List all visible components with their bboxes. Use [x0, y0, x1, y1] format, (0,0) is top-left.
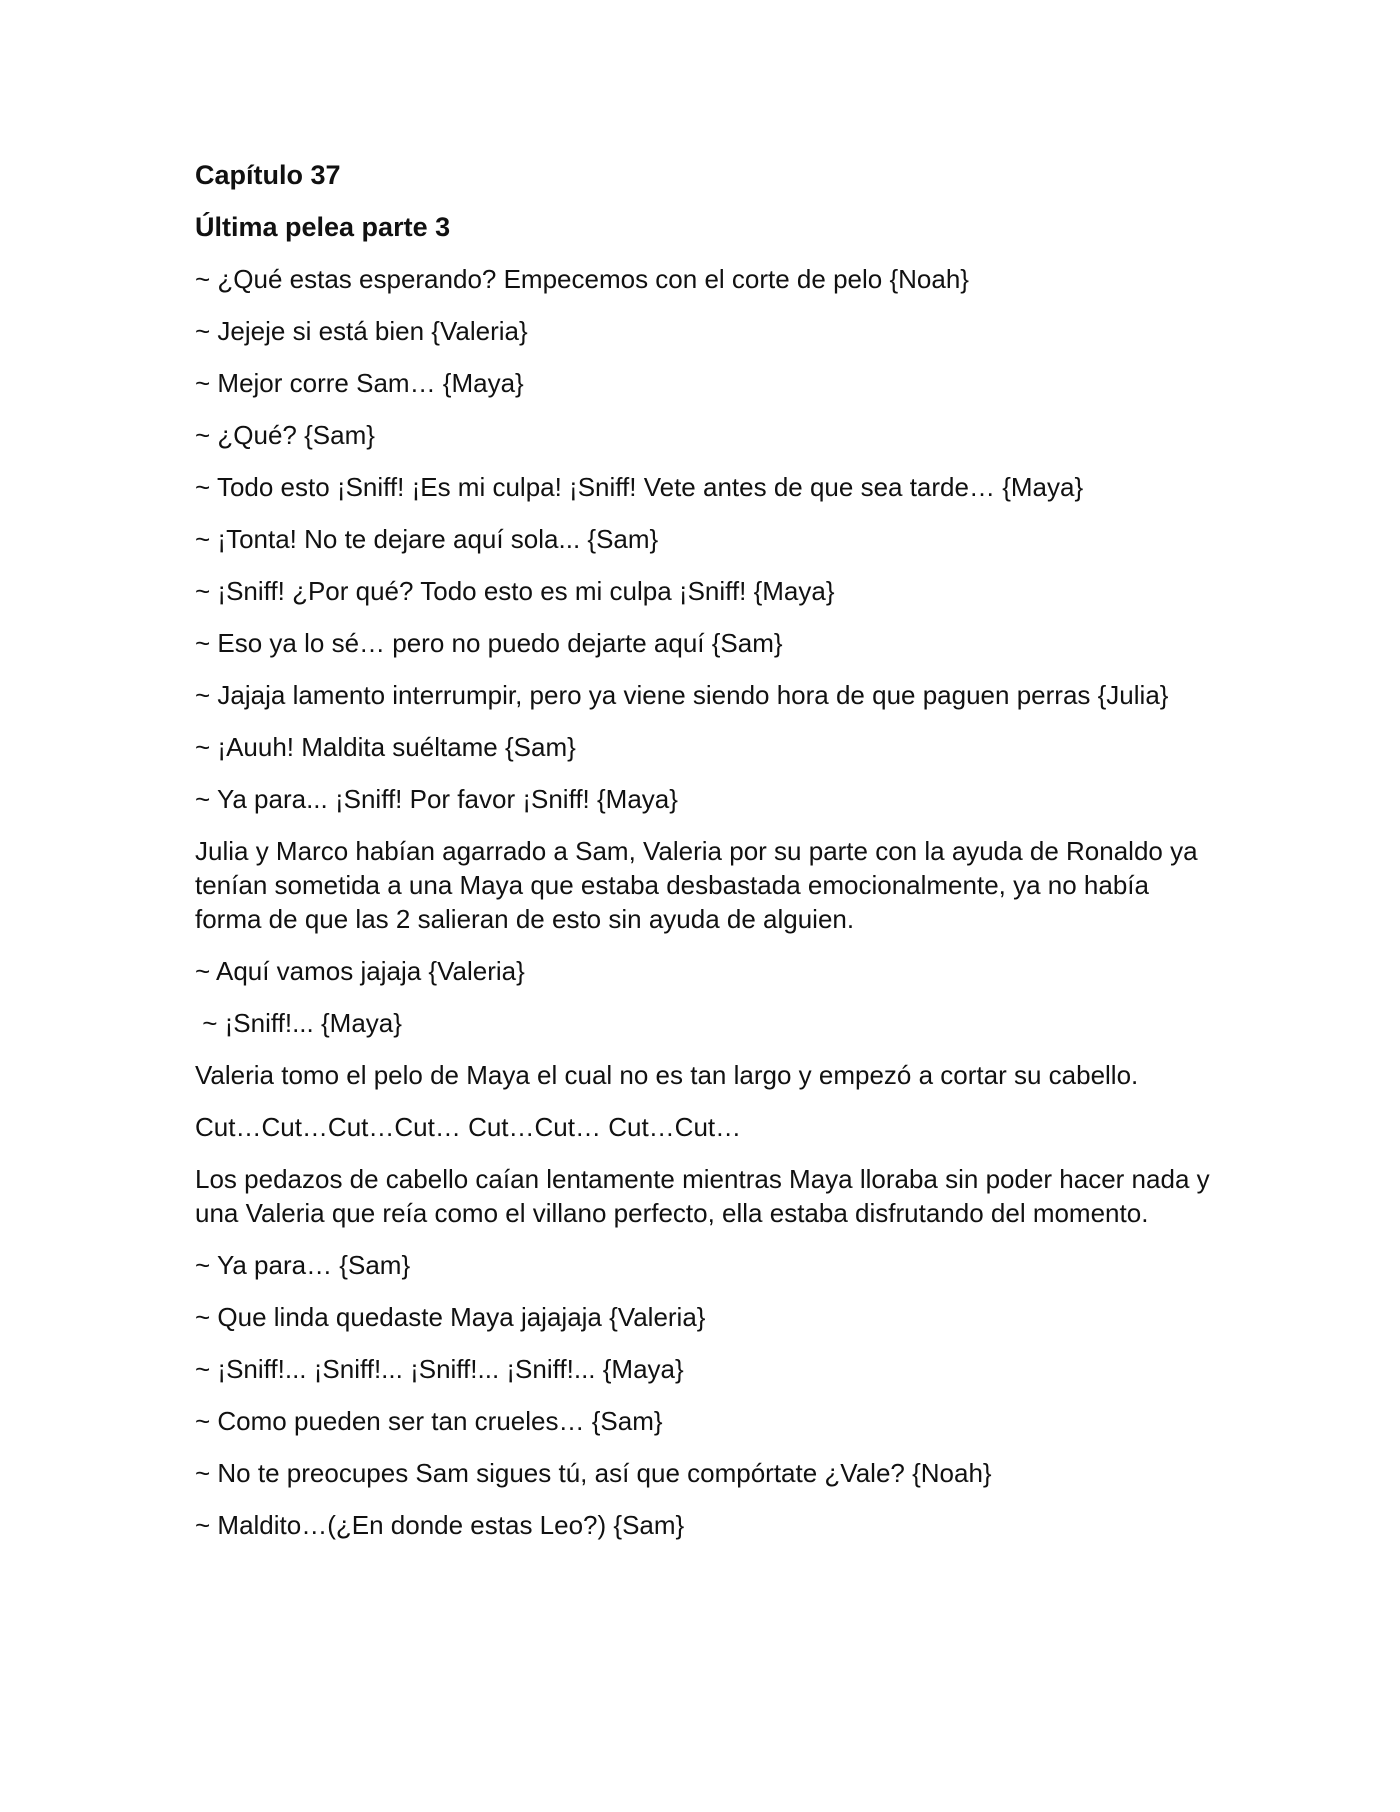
sound-effect-line: Cut…Cut…Cut…Cut… Cut…Cut… Cut…Cut…	[195, 1112, 742, 1142]
dialogue-line: ~ Aquí vamos jajaja {Valeria}	[195, 956, 525, 986]
dialogue-line: ~ ¡Sniff!... {Maya}	[195, 1008, 402, 1038]
dialogue-line: ~ Ya para… {Sam}	[195, 1250, 411, 1280]
dialogue-line: ~ ¡Sniff!... ¡Sniff!... ¡Sniff!... ¡Sniff!... {Maya}	[195, 1354, 684, 1384]
dialogue-line: ~ Mejor corre Sam… {Maya}	[195, 368, 524, 398]
dialogue-line: ~ Jejeje si está bien {Valeria}	[195, 316, 528, 346]
narration-paragraph: Julia y Marco habían agarrado a Sam, Valeria por su parte con la ayuda de Ronaldo ya tenían sometida a una Maya que estaba desbastada emocionalmente, ya no había forma de que las 2 salieran de esto sin ayuda de alguien.	[195, 836, 1205, 934]
dialogue-line: ~ Ya para... ¡Sniff! Por favor ¡Sniff! {Maya}	[195, 784, 678, 814]
dialogue-line: ~ Maldito…(¿En donde estas Leo?) {Sam}	[195, 1510, 685, 1540]
dialogue-line: ~ Como pueden ser tan crueles… {Sam}	[195, 1406, 663, 1436]
dialogue-line: ~ ¡Tonta! No te dejare aquí sola... {Sam}	[195, 524, 659, 554]
dialogue-line: ~ Eso ya lo sé… pero no puedo dejarte aquí {Sam}	[195, 628, 783, 658]
dialogue-line: ~ ¡Sniff! ¿Por qué? Todo esto es mi culpa ¡Sniff! {Maya}	[195, 576, 835, 606]
narration-paragraph: Valeria tomo el pelo de Maya el cual no es tan largo y empezó a cortar su cabello.	[195, 1060, 1139, 1090]
chapter-title: Capítulo 37	[195, 160, 341, 190]
dialogue-line: ~ Todo esto ¡Sniff! ¡Es mi culpa! ¡Sniff! Vete antes de que sea tarde… {Maya}	[195, 472, 1084, 502]
dialogue-line: ~ No te preocupes Sam sigues tú, así que compórtate ¿Vale? {Noah}	[195, 1458, 992, 1488]
dialogue-line: ~ ¿Qué estas esperando? Empecemos con el corte de pelo {Noah}	[195, 264, 969, 294]
dialogue-line: ~ ¡Auuh! Maldita suéltame {Sam}	[195, 732, 576, 762]
narration-paragraph: Los pedazos de cabello caían lentamente mientras Maya lloraba sin poder hacer nada y una Valeria que reía como el villano perfecto, ella estaba disfrutando del momento.	[195, 1164, 1217, 1228]
dialogue-line: ~ ¿Qué? {Sam}	[195, 420, 375, 450]
chapter-subtitle: Última pelea parte 3	[195, 212, 451, 242]
dialogue-line: ~ Que linda quedaste Maya jajajaja {Valeria}	[195, 1302, 706, 1332]
dialogue-line: ~ Jajaja lamento interrumpir, pero ya viene siendo hora de que paguen perras {Julia}	[195, 680, 1169, 710]
document-page	[195, 158, 1215, 1560]
